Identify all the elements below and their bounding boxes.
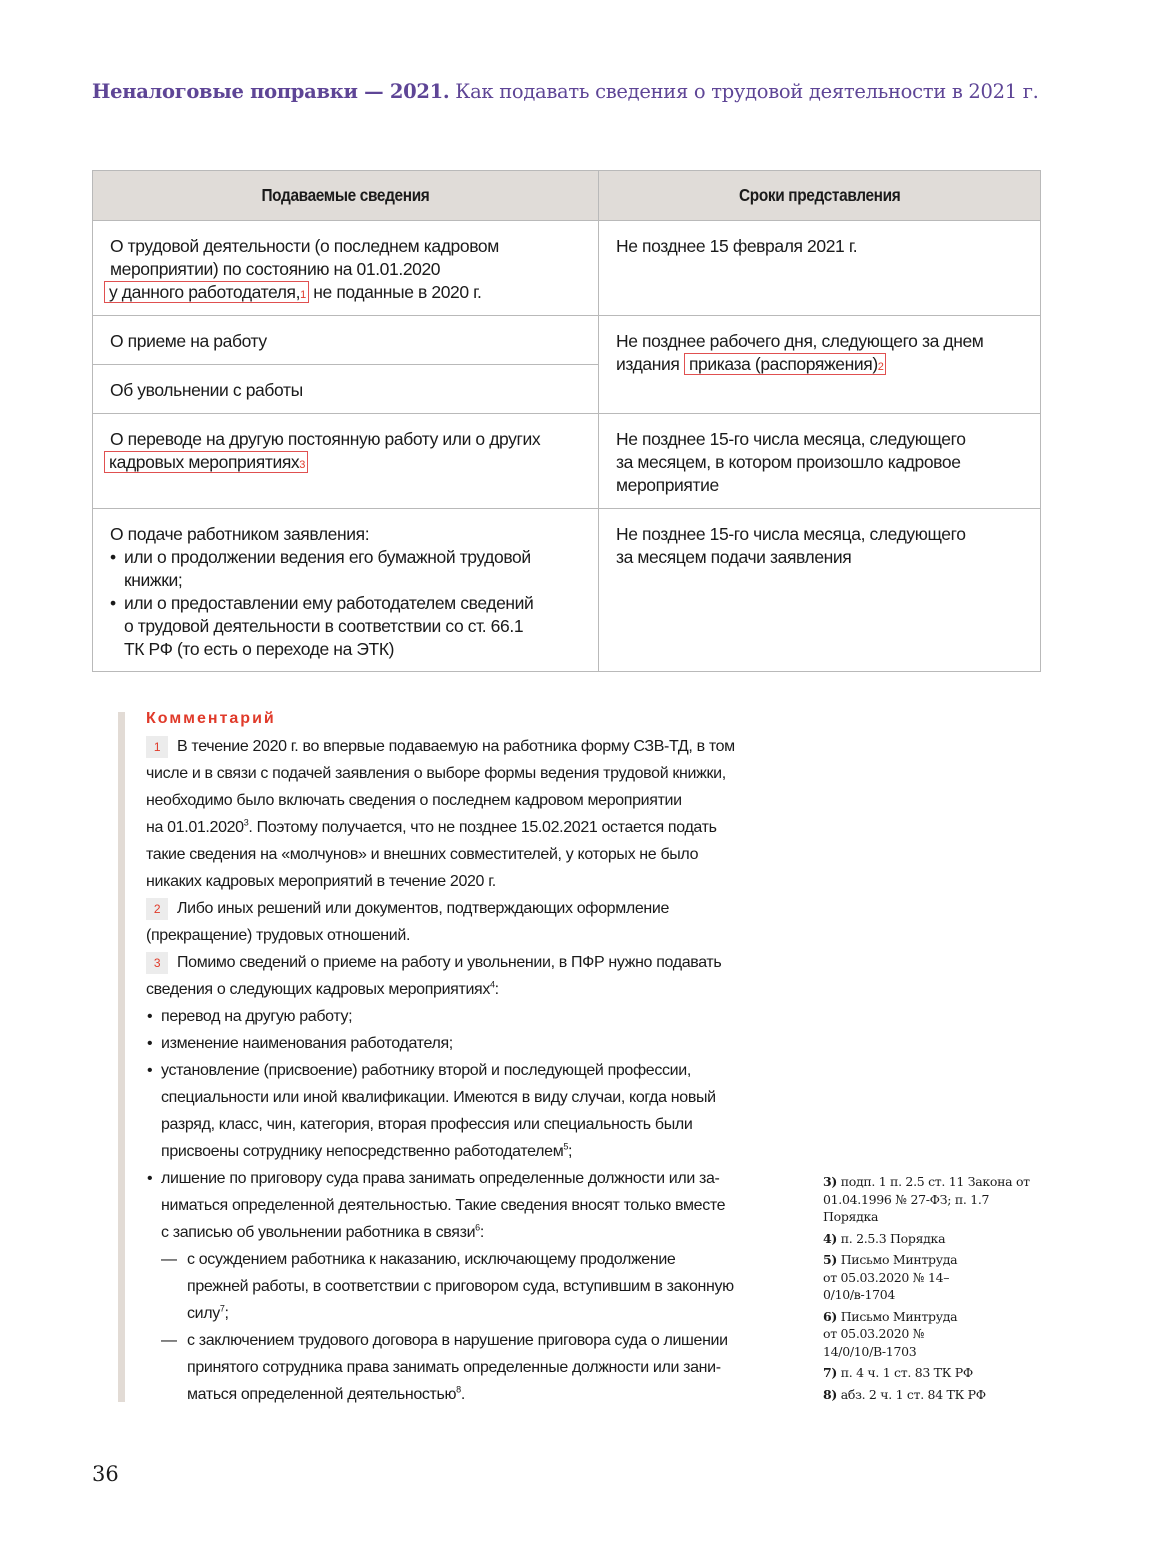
table-cell: Не позднее 15 февраля 2021 г. (599, 221, 1041, 316)
list-item: • перевод на другую работу; (146, 1003, 786, 1030)
table-cell: О подаче работником заявления: • или о продолжении ведения его бумажной трудовой книжки; • или о предоставлении ему работодателем сведений о трудовой деятельности в соответствии со ст. 66.1 ТК РФ (то есть о переходе на ЭТК) (93, 509, 599, 672)
footnote: 5) Письмо Минтруда от 05.03.2020 № 14–0/10/в-1704 (823, 1252, 958, 1302)
table-row (93, 316, 1041, 365)
highlighted-term[interactable]: у данного работодателя,1 (104, 281, 309, 303)
column-header: Подаваемые сведения (93, 171, 599, 221)
comment-sidebar-bar (118, 712, 125, 1402)
page-title (92, 80, 1039, 103)
footnote: 7) п. 4 ч. 1 ст. 83 ТК РФ (823, 1365, 973, 1380)
footnote: 6) Письмо Минтруда от 05.03.2020 № 14/0/10/В-1703 (823, 1308, 958, 1359)
comment-heading: Комментарий (146, 710, 276, 727)
note-number: 3 (146, 952, 168, 974)
list-item: • лишение по приговору суда права занимать определенные должности или за- ниматься определенной деятельностью. Такие сведения вносят только вместе с записью об увольнении работника в связи$^6$: (146, 1165, 786, 1246)
table-cell: Не позднее 15-го числа месяца, следующего за месяцем, в котором произошло кадровое мероприятие (599, 414, 1041, 509)
sub-list-item: — с осуждением работника к наказанию, исключающему продолжение прежней работы, в соответствии с приговором суда, вступившим в законную силу$^7$; (161, 1251, 734, 1322)
comment-section: Комментарий 1 В течение 2020 г. во впервые подаваемую на работника форму СЗВ-ТД, в том числе и в связи с подачей заявления о выборе формы ведения трудовой книжки, необходимо было включать сведения о последнем кадровом мероприятии на 01.01.2020$^3$. Поэтому получается, что не позднее 15.02.2021 остается подать такие сведения на «молчунов» и внешних совместителей, у которых не было никаких кадровых мероприятий в течение 2020 г. 2 Либо иных решений или документов, подтверждающих оформление (прекращение) трудовых отношений. 3 Помимо сведений о приеме на работу и увольнении, в ПФР нужно подавать сведения о следующих кадровых мероприятиях$^4$: • перевод на другую работу; • изменение наименования работодателя; • установление (присвоение) работнику второй и последующей профессии, специальности или иной квалификации. Имеются в виду случаи, когда новый разряд, класс, чин, категория, вторая профессия или специальность были присвоены сотруднику непосредственно работодателем$^5$; • лишение по приговору суда права занимать определенные должности или за- ниматься определенной деятельностью. Такие сведения вносят только вместе с записью об увольнении работника в связи$^6$: — с осуждением работника к наказанию, исключающему продолжение прежней работы, в соответствии с приговором суда, вступившим в законную силу$^7$; — с заключением трудового договора в нарушение приговора суда о лишении принятого сотрудника права занимать определенные должности или зани- маться определенной деятельностью$^8$. (146, 708, 786, 1408)
table-row (93, 414, 1041, 509)
footnote: 4) п. 2.5.3 Порядка (823, 1230, 946, 1246)
page-number: 36 (92, 1462, 119, 1486)
info-table (92, 170, 1041, 672)
table-header-row (93, 171, 1041, 221)
table-row (93, 509, 1041, 672)
table-cell: Не позднее рабочего дня, следующего за днем издания приказа (распоряжения)2 (599, 316, 1041, 414)
note-number: 2 (146, 898, 168, 920)
column-header: Сроки представления (599, 171, 1041, 221)
table-cell: О приеме на работу (93, 316, 599, 365)
table-cell: О переводе на другую постоянную работу или о других кадровых мероприятиях3 (93, 414, 599, 509)
note-number: 1 (146, 736, 168, 758)
title-bold: Неналоговые поправки — 2021. (92, 80, 450, 103)
table-cell: О трудовой деятельности (о последнем кадровом мероприятии) по состоянию на 01.01.2020 у данного работодателя,1 не поданные в 2020 г. (93, 221, 599, 316)
footnote: 3) подп. 1 п. 2.5 ст. 11 Закона от 01.04.1996 № 27-ФЗ; п. 1.7 Порядка (823, 1174, 1030, 1224)
sub-list-item: — с заключением трудового договора в нарушение приговора суда о лишении принятого сотрудника права занимать определенные должности или зани- маться определенной деятельностью$^8$. (161, 1332, 728, 1403)
table-cell: Не позднее 15-го числа месяца, следующего за месяцем подачи заявления (599, 509, 1041, 672)
table-cell: Об увольнении с работы (93, 365, 599, 414)
title-rest: Как подавать сведения о трудовой деятельности в 2021 г. (449, 80, 1039, 103)
list-item: • установление (присвоение) работнику второй и последующей профессии, специальности или иной квалификации. Имеются в виду случаи, когда новый разряд, класс, чин, категория, вторая профессия или специальность были присвоены сотруднику непосредственно работодателем$^5$; (146, 1057, 786, 1165)
footnote: 8) абз. 2 ч. 1 ст. 84 ТК РФ (823, 1386, 986, 1402)
footnotes (823, 1173, 1033, 1407)
highlighted-term[interactable]: приказа (распоряжения)2 (684, 353, 887, 375)
table-row (93, 221, 1041, 316)
highlighted-term[interactable]: кадровых мероприятиях3 (104, 451, 308, 473)
list-item: • изменение наименования работодателя; (146, 1030, 786, 1057)
